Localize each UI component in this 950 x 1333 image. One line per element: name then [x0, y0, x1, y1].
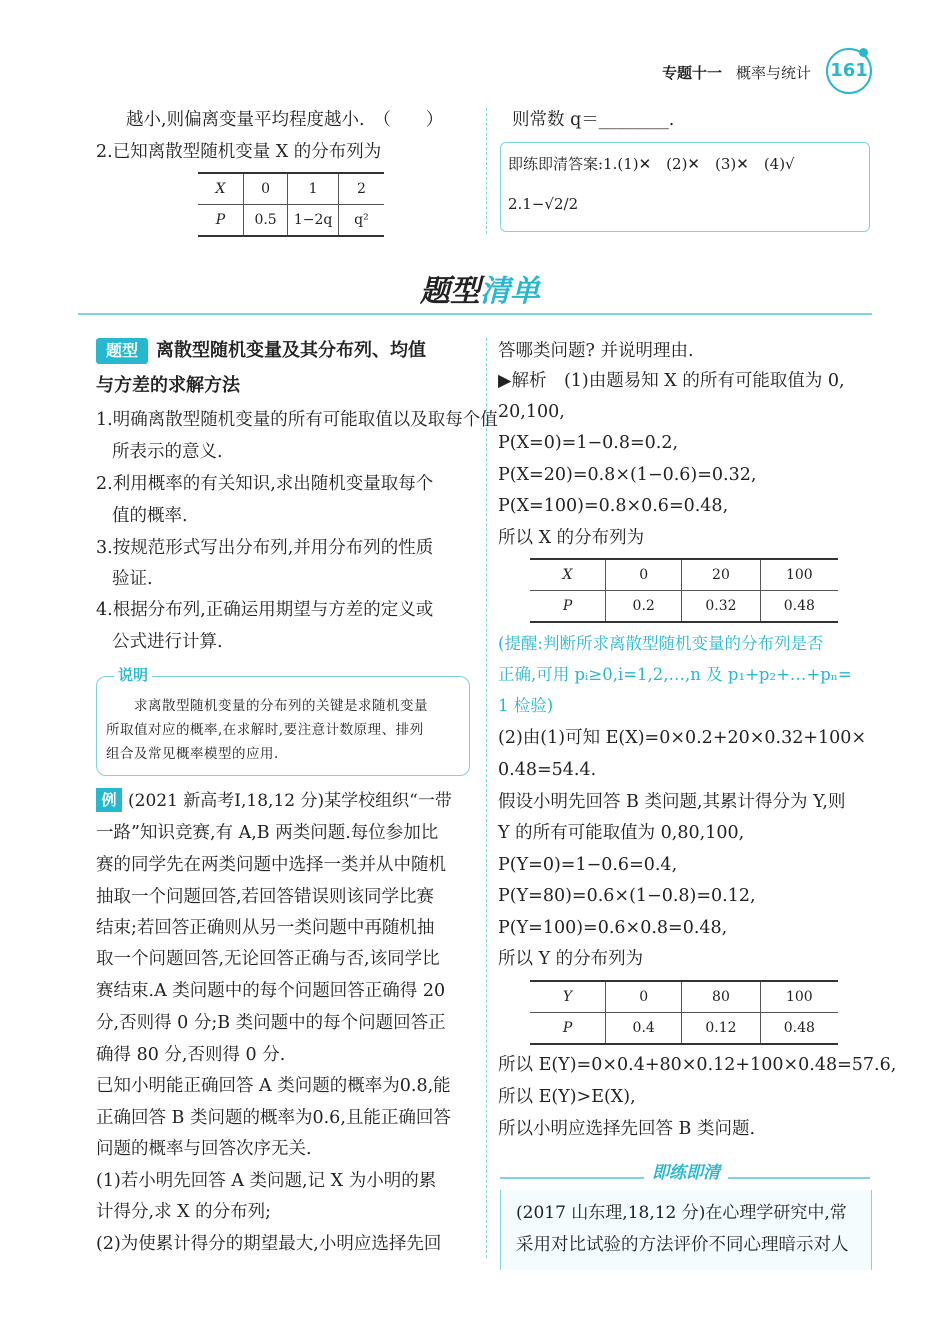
- solution-line: P(X=100)=0.8×0.6=0.48,: [498, 496, 729, 516]
- solution-line: 所以 E(Y)>E(X),: [498, 1087, 636, 1107]
- table-row: [530, 1013, 838, 1045]
- table-cell: X: [530, 559, 606, 591]
- solution-line: 20,100,: [498, 402, 565, 422]
- table-cell: P: [530, 591, 606, 623]
- table-cell: 100: [760, 981, 838, 1013]
- answer-line-2: 2.1−√2/2: [508, 195, 579, 213]
- solution-line: P(X=20)=0.8×(1−0.6)=0.32,: [498, 465, 757, 485]
- table-cell: 0.5: [243, 205, 287, 237]
- note-label: 说明: [114, 664, 152, 685]
- solution-line: ▶解析 (1)由题易知 X 的所有可能取值为 0,: [498, 371, 845, 391]
- table-row: [198, 205, 384, 237]
- solution-line: (2)由(1)可知 E(X)=0×0.2+20×0.32+100×: [498, 728, 867, 748]
- example-line: 已知小明能正确回答 A 类问题的概率为0.8,能: [96, 1076, 451, 1096]
- table-row: [198, 173, 384, 205]
- step-line: 3.按规范形式写出分布列,并用分布列的性质: [96, 538, 434, 558]
- hint-line: 1 检验): [498, 696, 554, 715]
- example-line: (2)为使累计得分的期望最大,小明应选择先回: [96, 1234, 442, 1254]
- solution-line: 所以 X 的分布列为: [498, 528, 645, 548]
- hint-line: 正确,可用 pᵢ≥0,i=1,2,…,n 及 p₁+p₂+…+pₙ=: [498, 665, 852, 684]
- example-line: 确得 80 分,否则得 0 分.: [96, 1045, 286, 1065]
- table-cell: 0: [606, 559, 682, 591]
- example-line: 赛结束.A 类问题中的每个问题回答正确得 20: [96, 981, 446, 1001]
- example-line: 赛的同学先在两类问题中选择一类并从中随机: [96, 855, 446, 875]
- table-cell: 100: [760, 559, 838, 591]
- chapter-subtitle: 概率与统计: [736, 64, 812, 82]
- step-line: 所表示的意义.: [112, 442, 223, 462]
- practice-line: 采用对比试验的方法评价不同心理暗示对人: [516, 1235, 849, 1255]
- practice-title: 即练即清: [644, 1158, 728, 1183]
- example-line: (1)若小明先回答 A 类问题,记 X 为小明的累: [96, 1171, 437, 1191]
- table-cell: P: [530, 1013, 606, 1045]
- solution-line: P(Y=80)=0.6×(1−0.8)=0.12,: [498, 886, 756, 906]
- page-number: 161: [826, 48, 872, 94]
- topic-title-1: 离散型随机变量及其分布列、均值: [156, 340, 426, 361]
- step-line: 值的概率.: [112, 506, 188, 526]
- distribution-table-x: [530, 558, 838, 623]
- solution-line: 假设小明先回答 B 类问题,其累计得分为 Y,则: [498, 792, 846, 812]
- example-line: 问题的概率与回答次序无关.: [96, 1139, 312, 1159]
- solution-line: P(Y=100)=0.6×0.8=0.48,: [498, 918, 728, 938]
- solution-line: 所以 E(Y)=0×0.4+80×0.12+100×0.48=57.6,: [498, 1055, 897, 1075]
- solution-line: 所以小明应选择先回答 B 类问题.: [498, 1119, 756, 1139]
- distribution-table-q: [198, 172, 384, 237]
- hint-line: (提醒:判断所求离散型随机变量的分布列是否: [498, 634, 824, 653]
- solution-line: P(Y=0)=1−0.6=0.4,: [498, 855, 678, 875]
- step-line: 2.利用概率的有关知识,求出随机变量取每个: [96, 474, 434, 494]
- section-title: [420, 266, 540, 310]
- table-cell: 0: [606, 981, 682, 1013]
- solution-line: P(X=0)=1−0.8=0.2,: [498, 433, 679, 453]
- solution-line: 答哪类问题? 并说明理由.: [498, 341, 694, 361]
- distribution-table-y: [530, 980, 838, 1045]
- table-cell: 0.2: [606, 591, 682, 623]
- solution-line: 0.48=54.4.: [498, 760, 597, 780]
- table-cell: X: [198, 173, 243, 205]
- section-divider: [78, 313, 872, 315]
- table-cell: 0: [243, 173, 287, 205]
- table-cell: 0.4: [606, 1013, 682, 1045]
- note-line: 组合及常见概率模型的应用.: [106, 746, 279, 762]
- table-cell: 0.48: [760, 591, 838, 623]
- example-line: (2021 新高考Ⅰ,18,12 分)某学校组织“一带: [128, 791, 452, 811]
- chapter-title: 专题十一: [662, 64, 723, 82]
- note-line: 求离散型随机变量的分布列的关键是求随机变量: [134, 698, 428, 714]
- table-row: [530, 591, 838, 623]
- step-line: 公式进行计算.: [112, 632, 223, 652]
- table-cell: 0.48: [760, 1013, 838, 1045]
- step-line: 验证.: [112, 569, 153, 589]
- solution-line: 所以 Y 的分布列为: [498, 949, 644, 969]
- table-cell: 2: [338, 173, 384, 205]
- solution-line: Y 的所有可能取值为 0,80,100,: [498, 823, 745, 843]
- table-cell: P: [198, 205, 243, 237]
- example-line: 抽取一个问题回答,若回答错误则该同学比赛: [96, 887, 435, 907]
- table-cell: 80: [682, 981, 760, 1013]
- step-line: 1.明确离散型随机变量的所有可能取值以及取每个值: [96, 410, 498, 430]
- section-title-part-a: 题型: [420, 274, 480, 309]
- answer-line-1: 即练即清答案:1.(1)✕ (2)✕ (3)✕ (4)√: [508, 155, 795, 173]
- page-number-dot-icon: [859, 48, 868, 57]
- example-line: 分,否则得 0 分;B 类问题中的每个问题回答正: [96, 1013, 446, 1033]
- section-title-part-b: 清单: [480, 274, 540, 309]
- example-line: 计得分,求 X 的分布列;: [96, 1202, 272, 1222]
- topic-badge: 题型: [96, 338, 148, 364]
- table-cell: 0.12: [682, 1013, 760, 1045]
- table-cell: 1: [288, 173, 339, 205]
- table-cell: Y: [530, 981, 606, 1013]
- step-line: 4.根据分布列,正确运用期望与方差的定义或: [96, 600, 434, 620]
- example-line: 结束;若回答正确则从另一类问题中再随机抽: [96, 918, 435, 938]
- column-divider-top: [486, 108, 487, 234]
- question-2-blank: 则常数 q＝________.: [512, 110, 675, 130]
- continued-line: 越小,则偏离变量平均程度越小. （ ）: [126, 110, 444, 130]
- table-cell: q²: [338, 205, 384, 237]
- table-cell: 1−2q: [288, 205, 339, 237]
- example-line: 正确回答 B 类问题的概率为0.6,且能正确回答: [96, 1108, 451, 1128]
- table-row: [530, 559, 838, 591]
- note-line: 所取值对应的概率,在求解时,要注意计数原理、排列: [106, 722, 424, 738]
- practice-line: (2017 山东理,18,12 分)在心理学研究中,常: [516, 1203, 847, 1223]
- table-cell: 20: [682, 559, 760, 591]
- table-row: [530, 981, 838, 1013]
- topic-title-2: 与方差的求解方法: [96, 375, 240, 396]
- example-badge: 例: [96, 788, 122, 812]
- table-cell: 0.32: [682, 591, 760, 623]
- example-line: 取一个问题回答,无论回答正确与否,该同学比: [96, 949, 440, 969]
- example-line: 一路”知识竞赛,有 A,B 两类问题.每位参加比: [96, 823, 439, 843]
- column-divider: [486, 338, 487, 1258]
- question-2-text: 2.已知离散型随机变量 X 的分布列为: [96, 142, 382, 162]
